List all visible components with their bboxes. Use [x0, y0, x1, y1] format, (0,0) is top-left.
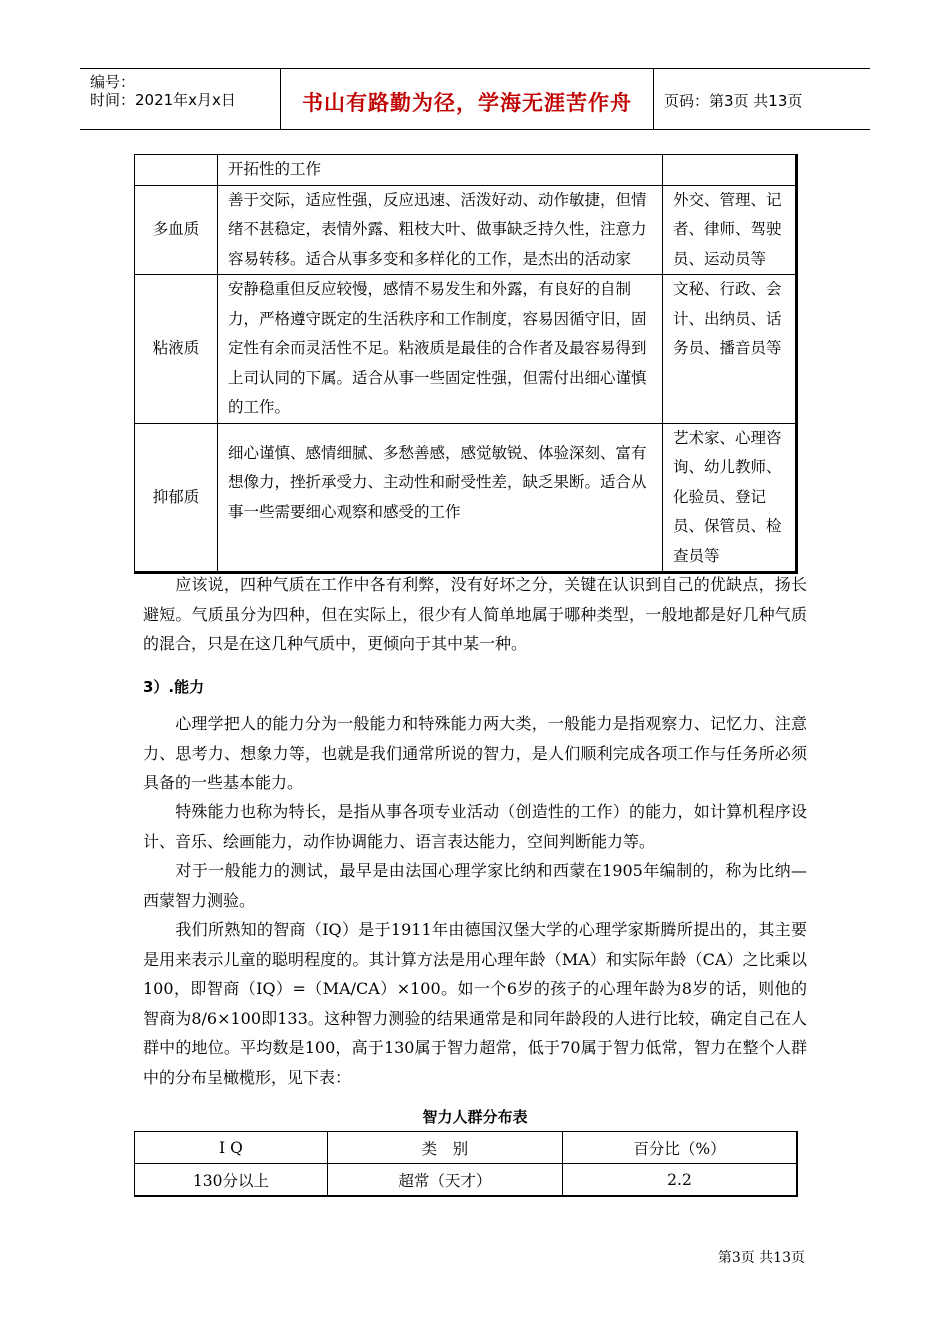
temperament-name: 抑郁质 [135, 423, 218, 573]
paragraph-text: 我们所熟知的智商（IQ）是于1911年由德国汉堡大学的心理学家斯腾所提出的，其主要是用来表示儿童的聪明程度的。其计算方法是用心理年龄（MA）和实际年龄（CA）之比乘以100，即智商（IQ）=（MA/CA）×100。如一个6岁的孩子的心理年龄为8岁的话，则他的智商为8/6×100即133。这种智力测验的结果通常是和同年龄段的人进行比较，确定自己在人群中的地位。平均数是100，高于130属于智力超常，低于70属于智力低常，智力在整个人群中的分布呈橄榄形，见下表： [143, 920, 807, 1087]
header-page-cell [654, 69, 870, 129]
paragraph-text: 应该说，四种气质在工作中各有利弊，没有好坏之分，关键在认识到自己的优缺点，扬长避短。气质虽分为四种，但在实际上，很少有人简单地属于哪种类型，一般地都是好几种气质的混合，只是在这几种气质中，更倾向于其中某一种。 [143, 575, 807, 653]
page-info: 页码：第3页 共13页 [664, 92, 803, 110]
table-row [135, 1164, 798, 1197]
paragraph-text: 对于一般能力的测试，最早是由法国心理学家比纳和西蒙在1905年编制的，称为比纳—西蒙智力测验。 [143, 861, 807, 910]
temperament-desc: 安静稳重但反应较慢，感情不易发生和外露，有良好的自制力，严格遵守既定的生活秩序和工作制度，容易因循守旧，固定性有余而灵活性不足。粘液质是最佳的合作者及最容易得到上司认同的下属。适合从事一些固定性强，但需付出细心谨慎的工作。 [218, 275, 663, 424]
iq-range-cell: 130分以上 [135, 1164, 328, 1197]
temperament-name: 粘液质 [135, 275, 218, 424]
iq-table-caption: 智力人群分布表 [422, 1108, 528, 1126]
column-header-iq: I Q [135, 1132, 328, 1164]
section-heading: 3）.能力 [143, 678, 205, 696]
paragraph-text: 心理学把人的能力分为一般能力和特殊能力两大类，一般能力是指观察力、记忆力、注意力、思考力、想象力等，也就是我们通常所说的智力，是人们顺利完成各项工作与任务所必须具备的一些基本能力。 [143, 714, 807, 792]
temperament-table [134, 154, 798, 574]
temperament-desc: 细心谨慎、感情细腻、多愁善感，感觉敏锐、体验深刻、富有想像力，挫折承受力、主动性和耐受性差，缺乏果断。适合从事一些需要细心观察和感受的工作 [218, 423, 663, 573]
temperament-jobs [663, 155, 797, 186]
temperament-jobs: 文秘、行政、会计、出纳员、话务员、播音员等 [663, 275, 797, 424]
paragraph-special-ability [143, 797, 807, 856]
table-row [135, 423, 797, 573]
paragraph-ability-types [143, 709, 807, 798]
iq-distribution-table [134, 1131, 798, 1197]
page-header [80, 68, 870, 130]
temperament-jobs: 艺术家、心理咨询、幼儿教师、化验员、登记员、保管员、检查员等 [663, 423, 797, 573]
date-line: 时间：2021年x月x日 [90, 91, 236, 109]
page-footer: 第3页 共13页 [717, 1250, 805, 1266]
category-cell: 超常（天才） [327, 1164, 562, 1197]
temperament-name [135, 155, 218, 186]
column-header-percent: 百分比（%） [563, 1132, 797, 1164]
percent-cell: 2.2 [563, 1164, 797, 1197]
temperament-name: 多血质 [135, 185, 218, 275]
header-motto-cell [281, 69, 654, 129]
motto: 书山有路勤为径，学海无涯苦作舟 [302, 91, 632, 115]
temperament-desc: 善于交际，适应性强，反应迅速、活泼好动、动作敏捷，但情绪不甚稳定，表情外露、粗枝大叶、做事缺乏持久性，注意力容易转移。适合从事多变和多样化的工作，是杰出的活动家 [218, 185, 663, 275]
table-row [135, 185, 797, 275]
temperament-desc: 开拓性的工作 [218, 155, 663, 186]
paragraph-iq-definition [143, 915, 807, 1092]
table-row [135, 155, 797, 186]
paragraph-binet-test [143, 856, 807, 915]
table-header-row [135, 1132, 798, 1164]
table-row [135, 275, 797, 424]
temperament-jobs: 外交、管理、记者、律师、驾驶员、运动员等 [663, 185, 797, 275]
paragraph-temperament-summary [143, 570, 807, 659]
paragraph-text: 特殊能力也称为特长，是指从事各项专业活动（创造性的工作）的能力，如计算机程序设计、音乐、绘画能力，动作协调能力、语言表达能力，空间判断能力等。 [143, 802, 807, 851]
serial-label: 编号： [90, 73, 136, 91]
column-header-category: 类 别 [327, 1132, 562, 1164]
header-info-cell [80, 69, 281, 129]
